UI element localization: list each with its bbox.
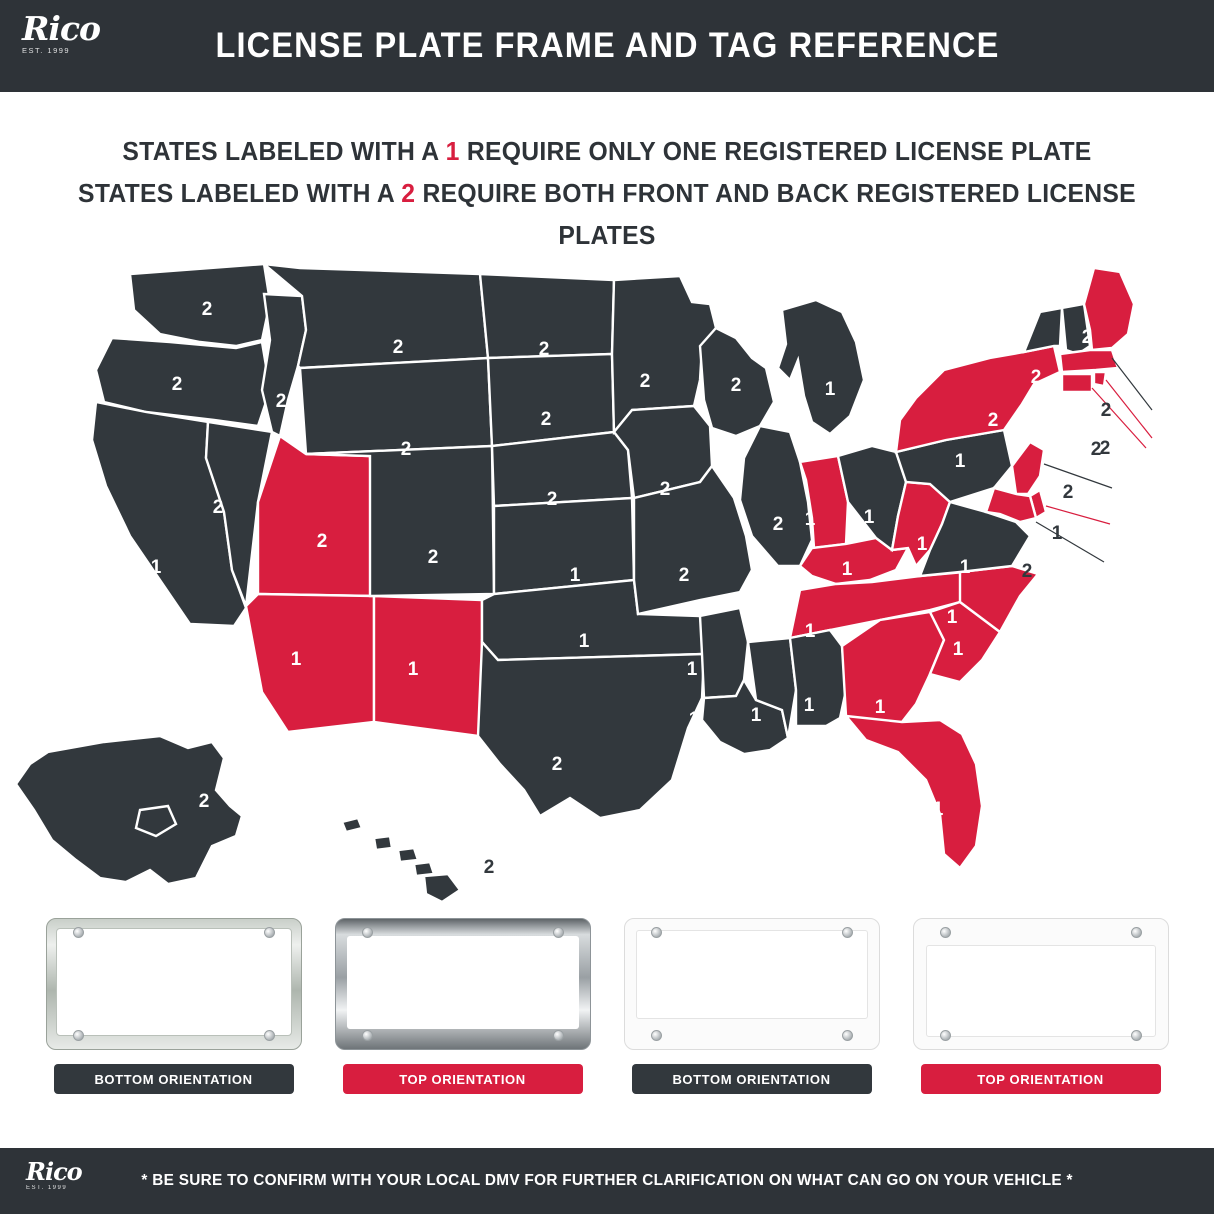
footer-disclaimer: * BE SURE TO CONFIRM WITH YOUR LOCAL DMV FOR FURTHER CLARIFICATION ON WHAT CAN GO ON YOUR VEHICLE * — [141, 1172, 1073, 1189]
plate-inner-surface — [926, 945, 1156, 1037]
state-label-NE: 2 — [546, 489, 558, 511]
state-label-SD: 2 — [540, 409, 552, 431]
state-label-MS: 1 — [750, 705, 762, 727]
state-label-HI: 2 — [483, 857, 495, 879]
state-MI — [778, 300, 864, 434]
legend-line-2-post: REQUIRE BOTH FRONT AND BACK REGISTERED LICENSE PLATES — [422, 178, 1136, 250]
legend-line-1-number: 1 — [445, 136, 460, 166]
screw-icon — [362, 1030, 373, 1041]
state-NM — [374, 596, 482, 736]
state-CT — [1062, 374, 1092, 392]
state-label-AR: 1 — [686, 659, 698, 681]
state-WA — [130, 264, 270, 346]
leader-line-md — [1036, 522, 1104, 562]
state-label-TX: 2 — [551, 754, 563, 776]
plate-inner-surface — [636, 930, 868, 1019]
state-label-PA: 1 — [954, 451, 966, 473]
state-label-WY: 2 — [400, 439, 412, 461]
state-HI-3 — [398, 848, 418, 862]
frame-item-2[interactable] — [330, 918, 595, 1118]
frame-item-1[interactable] — [41, 918, 306, 1118]
screw-icon — [940, 927, 951, 938]
state-VT — [1024, 308, 1062, 352]
screw-icon — [264, 927, 275, 938]
state-label-CA: 2 — [212, 497, 224, 519]
state-NJ — [1012, 442, 1044, 494]
frame-item-4[interactable] — [908, 918, 1173, 1118]
state-label-ID: 2 — [275, 391, 287, 413]
page-title: LICENSE PLATE FRAME AND TAG REFERENCE — [215, 26, 999, 65]
screw-icon — [940, 1030, 951, 1041]
state-label-UT: 2 — [316, 531, 328, 553]
state-label-VT: 2 — [1030, 367, 1042, 389]
legend-line-2 — [30, 172, 1183, 256]
frame-item-3[interactable] — [619, 918, 884, 1118]
legend-line-1 — [30, 130, 1183, 172]
state-TX — [478, 642, 704, 818]
plate-inner-surface — [347, 936, 579, 1029]
page-header — [0, 0, 1214, 92]
legend-line-1-post: REQUIRE ONLY ONE REGISTERED LICENSE PLATE — [466, 136, 1092, 166]
state-label-KY: 1 — [841, 559, 853, 581]
leader-line-nj — [1044, 464, 1112, 488]
state-MA — [1060, 350, 1118, 372]
state-RI — [1094, 372, 1106, 386]
legend-line-2-pre: STATES LABELED WITH A — [78, 178, 395, 208]
screw-icon — [651, 927, 662, 938]
legend-line-1-pre: STATES LABELED WITH A — [122, 136, 439, 166]
state-label-KS: 1 — [569, 565, 581, 587]
screw-icon — [1131, 1030, 1142, 1041]
screw-icon — [842, 927, 853, 938]
state-label-NJ: 2 — [1062, 482, 1074, 504]
screw-icon — [651, 1030, 662, 1041]
state-label-OR: 2 — [171, 374, 183, 396]
license-plate-frame-white-top[interactable] — [913, 918, 1169, 1050]
screw-icon — [362, 927, 373, 938]
legend-line-2-number: 2 — [401, 178, 416, 208]
state-HI-4 — [414, 862, 434, 876]
state-AZ — [246, 594, 374, 732]
screw-icon — [73, 1030, 84, 1041]
legend — [0, 130, 1214, 256]
state-label-CO: 2 — [427, 547, 439, 569]
state-label-NM: 1 — [407, 659, 419, 681]
state-HI-2 — [374, 836, 392, 850]
brand-logo-subtext: EST. 1999 — [22, 46, 71, 55]
state-label-OK: 1 — [578, 631, 590, 653]
state-NE — [492, 432, 632, 506]
footer-brand-logo-subtext: EST. 1999 — [26, 1185, 68, 1191]
state-UT — [258, 436, 374, 596]
state-label-DE: 1 — [1051, 523, 1063, 545]
frame-caption-3: BOTTOM ORIENTATION — [632, 1064, 872, 1094]
state-SD — [488, 354, 614, 446]
state-IL — [740, 426, 812, 566]
screw-icon — [553, 1030, 564, 1041]
state-label-MN: 2 — [639, 371, 651, 393]
state-label-GA: 1 — [874, 697, 886, 719]
frame-caption-4: TOP ORIENTATION — [921, 1064, 1161, 1094]
screw-icon — [553, 927, 564, 938]
screw-icon — [73, 927, 84, 938]
state-GA — [842, 612, 944, 728]
state-HI-1 — [342, 818, 362, 832]
state-label-AK: 2 — [198, 791, 210, 813]
brand-logo — [22, 9, 112, 76]
screw-icon — [1131, 927, 1142, 938]
state-label-WI: 2 — [730, 375, 742, 397]
state-label-IL: 2 — [772, 514, 784, 536]
state-label-CT: 2 — [1090, 439, 1102, 461]
state-label-TN: 1 — [804, 621, 816, 643]
license-plate-frame-chrome-bottom[interactable] — [46, 918, 302, 1050]
leader-line-de — [1046, 506, 1110, 524]
state-label-VA: 1 — [959, 557, 971, 579]
plate-inner-surface — [56, 928, 292, 1036]
frame-gallery — [0, 918, 1214, 1118]
state-label-NY: 2 — [987, 410, 999, 432]
state-label-WV: 1 — [916, 534, 928, 556]
us-map — [0, 250, 1214, 910]
state-label-WA: 2 — [201, 299, 213, 321]
state-label-LA: 1 — [688, 709, 700, 731]
page-footer — [0, 1148, 1214, 1214]
state-AL — [790, 630, 846, 726]
state-label-RI: 2 — [1099, 438, 1111, 460]
frame-caption-1: BOTTOM ORIENTATION — [54, 1064, 294, 1094]
state-label-MD: 2 — [1021, 561, 1033, 583]
footer-brand-logo — [26, 1157, 82, 1191]
state-label-IN: 1 — [804, 509, 816, 531]
screw-icon — [264, 1030, 275, 1041]
frame-caption-2: TOP ORIENTATION — [343, 1064, 583, 1094]
state-label-FL: 1 — [932, 799, 944, 821]
state-label-NC: 1 — [946, 607, 958, 629]
state-label-NH: 2 — [1050, 379, 1062, 401]
state-label-MI: 1 — [824, 379, 836, 401]
state-label-ND: 2 — [538, 339, 550, 361]
state-label-MT: 2 — [392, 337, 404, 359]
leader-line-ma — [1112, 358, 1152, 410]
footer-brand-logo-text: Rico — [26, 1157, 82, 1186]
state-label-IA: 2 — [659, 479, 671, 501]
us-map-svg — [0, 250, 1214, 910]
license-plate-frame-chrome-top[interactable] — [335, 918, 591, 1050]
state-label-OH: 1 — [863, 507, 875, 529]
state-HI-5 — [424, 874, 460, 902]
license-plate-frame-white-bottom[interactable] — [624, 918, 880, 1050]
state-label-MA: 2 — [1100, 400, 1112, 422]
state-label-AL: 1 — [803, 695, 815, 717]
state-FL — [846, 716, 982, 868]
state-label-MO: 2 — [678, 565, 690, 587]
state-label-NV: 1 — [150, 557, 162, 579]
state-label-ME: 2 — [1081, 327, 1093, 349]
state-label-AZ: 1 — [290, 649, 302, 671]
brand-logo-text: Rico — [22, 9, 101, 48]
state-WY — [300, 358, 492, 454]
screw-icon — [842, 1030, 853, 1041]
state-label-SC: 1 — [952, 639, 964, 661]
state-KS — [494, 498, 634, 594]
